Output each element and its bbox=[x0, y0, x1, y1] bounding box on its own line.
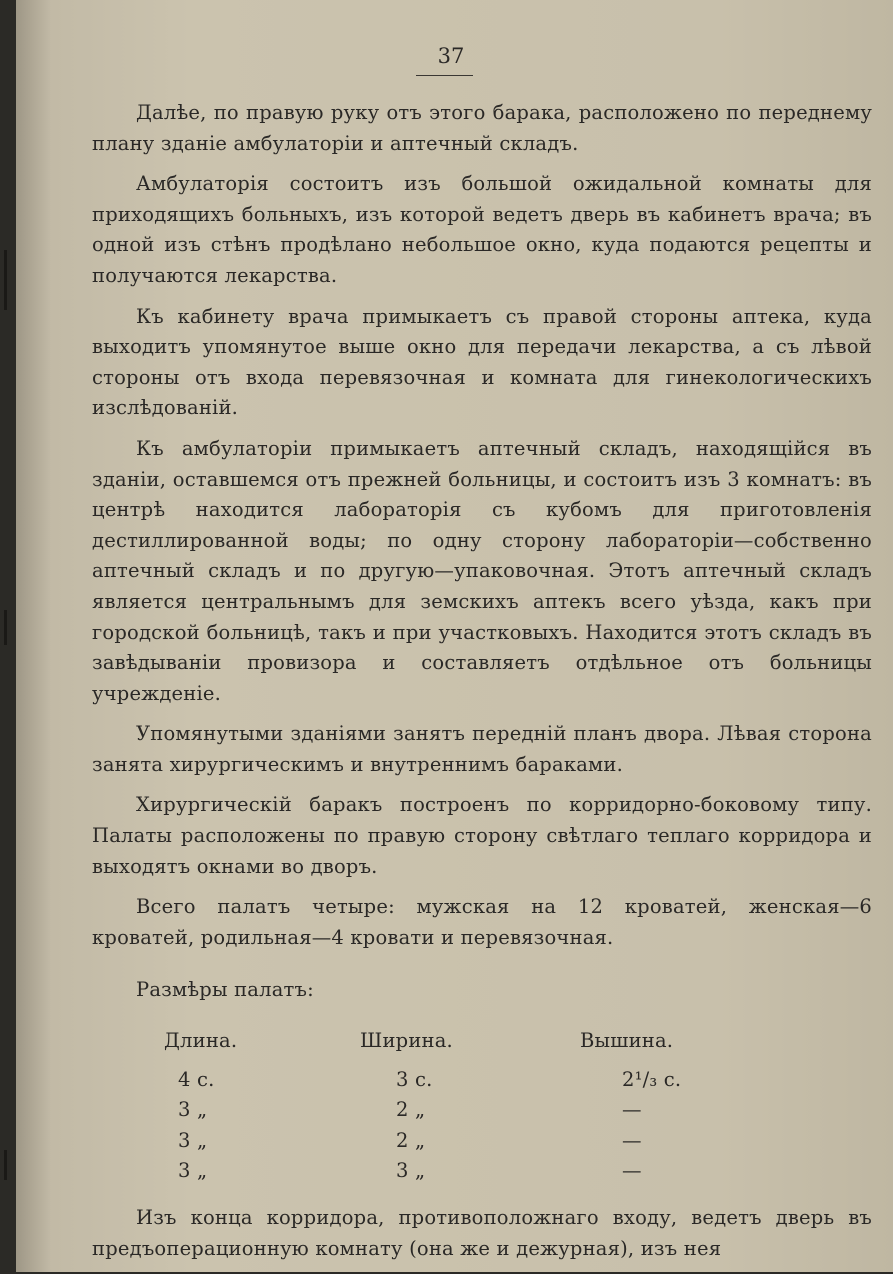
paragraph: Хирургическій баракъ построенъ по корридорно-боковому типу. Палаты расположены по правую сторону свѣтлаго теплаго корридора и выходятъ окнами во дворъ. bbox=[92, 793, 872, 878]
page-number-rule bbox=[416, 75, 473, 76]
book-page bbox=[16, 0, 893, 1272]
table-cell: — bbox=[622, 1159, 642, 1183]
table-cell: 2¹/₃ с. bbox=[622, 1067, 682, 1091]
column-header-length: Длина. bbox=[164, 1029, 238, 1053]
sizes-table-label: Размѣры палатъ: bbox=[136, 978, 314, 1002]
table-row bbox=[164, 1126, 720, 1157]
paragraph-continued: Изъ конца корридора, противоположнаго входу, ведетъ дверь въ предъоперационную комнату (она же и дежурная), изъ нея bbox=[92, 1206, 872, 1260]
column-header-width: Ширина. bbox=[360, 1029, 453, 1053]
table-cell: 3 „ bbox=[178, 1098, 208, 1122]
table-cell: 2 „ bbox=[396, 1128, 426, 1152]
table-cell: 3 „ bbox=[396, 1159, 426, 1183]
table-cell: 3 „ bbox=[178, 1128, 208, 1152]
table-cell: — bbox=[622, 1098, 642, 1122]
table-cell: 2 „ bbox=[396, 1098, 426, 1122]
room-sizes-table bbox=[164, 1020, 720, 1187]
page-edge-mark bbox=[4, 1150, 7, 1180]
table-cell: 3 „ bbox=[178, 1159, 208, 1183]
table-row bbox=[164, 1156, 720, 1187]
table-header-row bbox=[164, 1020, 720, 1065]
page-number: 37 bbox=[437, 44, 465, 68]
table-row bbox=[164, 1065, 720, 1096]
paragraph: Далѣе, по правую руку отъ этого барака, расположено по переднему плану зданіе амбулаторіи и аптечный складъ. bbox=[92, 101, 872, 155]
paragraph: Упомянутыми зданіями занятъ передній планъ двора. Лѣвая сторона занята хирургическимъ и внутреннимъ бараками. bbox=[92, 722, 872, 776]
paragraph: Амбулаторія состоитъ изъ большой ожидальной комнаты для приходящихъ больныхъ, изъ которой ведетъ дверь въ кабинетъ врача; въ одной изъ стѣнъ продѣлано небольшое окно, куда подаются рецепты и получаются лекарства. bbox=[92, 172, 872, 287]
paragraph: Къ амбулаторіи примыкаетъ аптечный складъ, находящійся въ зданіи, оставшемся отъ прежней больницы, и состоитъ изъ 3 комнатъ: въ центрѣ находится лабораторія съ кубомъ для приготовленія дестиллированной воды; по одну сторону лабораторіи—собственно аптечный складъ и по другую—упаковочная. Этотъ аптечный складъ является центральнымъ для земскихъ аптекъ всего уѣзда, какъ при городской больницѣ, такъ и при участковыхъ. Находится этотъ складъ въ завѣдываніи провизора и составляетъ отдѣльное отъ больницы учрежденіе. bbox=[92, 436, 872, 705]
paragraph: Всего палатъ четыре: мужская на 12 кроватей, женская—6 кроватей, родильная—4 кровати и перевязочная. bbox=[92, 895, 872, 949]
table-cell: 3 с. bbox=[396, 1067, 433, 1091]
page-edge-mark bbox=[4, 610, 7, 645]
table-row bbox=[164, 1095, 720, 1126]
body-text bbox=[92, 98, 872, 1274]
column-header-height: Вышина. bbox=[580, 1029, 674, 1053]
table-cell: 4 с. bbox=[178, 1067, 215, 1091]
paragraph: Къ кабинету врача примыкаетъ съ правой стороны аптека, куда выходитъ упомянутое выше окно для передачи лекарства, а съ лѣвой стороны отъ входа перевязочная и комната для гинекологическихъ изслѣдованій. bbox=[92, 304, 872, 420]
page-edge-mark bbox=[4, 250, 7, 310]
table-cell: — bbox=[622, 1128, 642, 1152]
